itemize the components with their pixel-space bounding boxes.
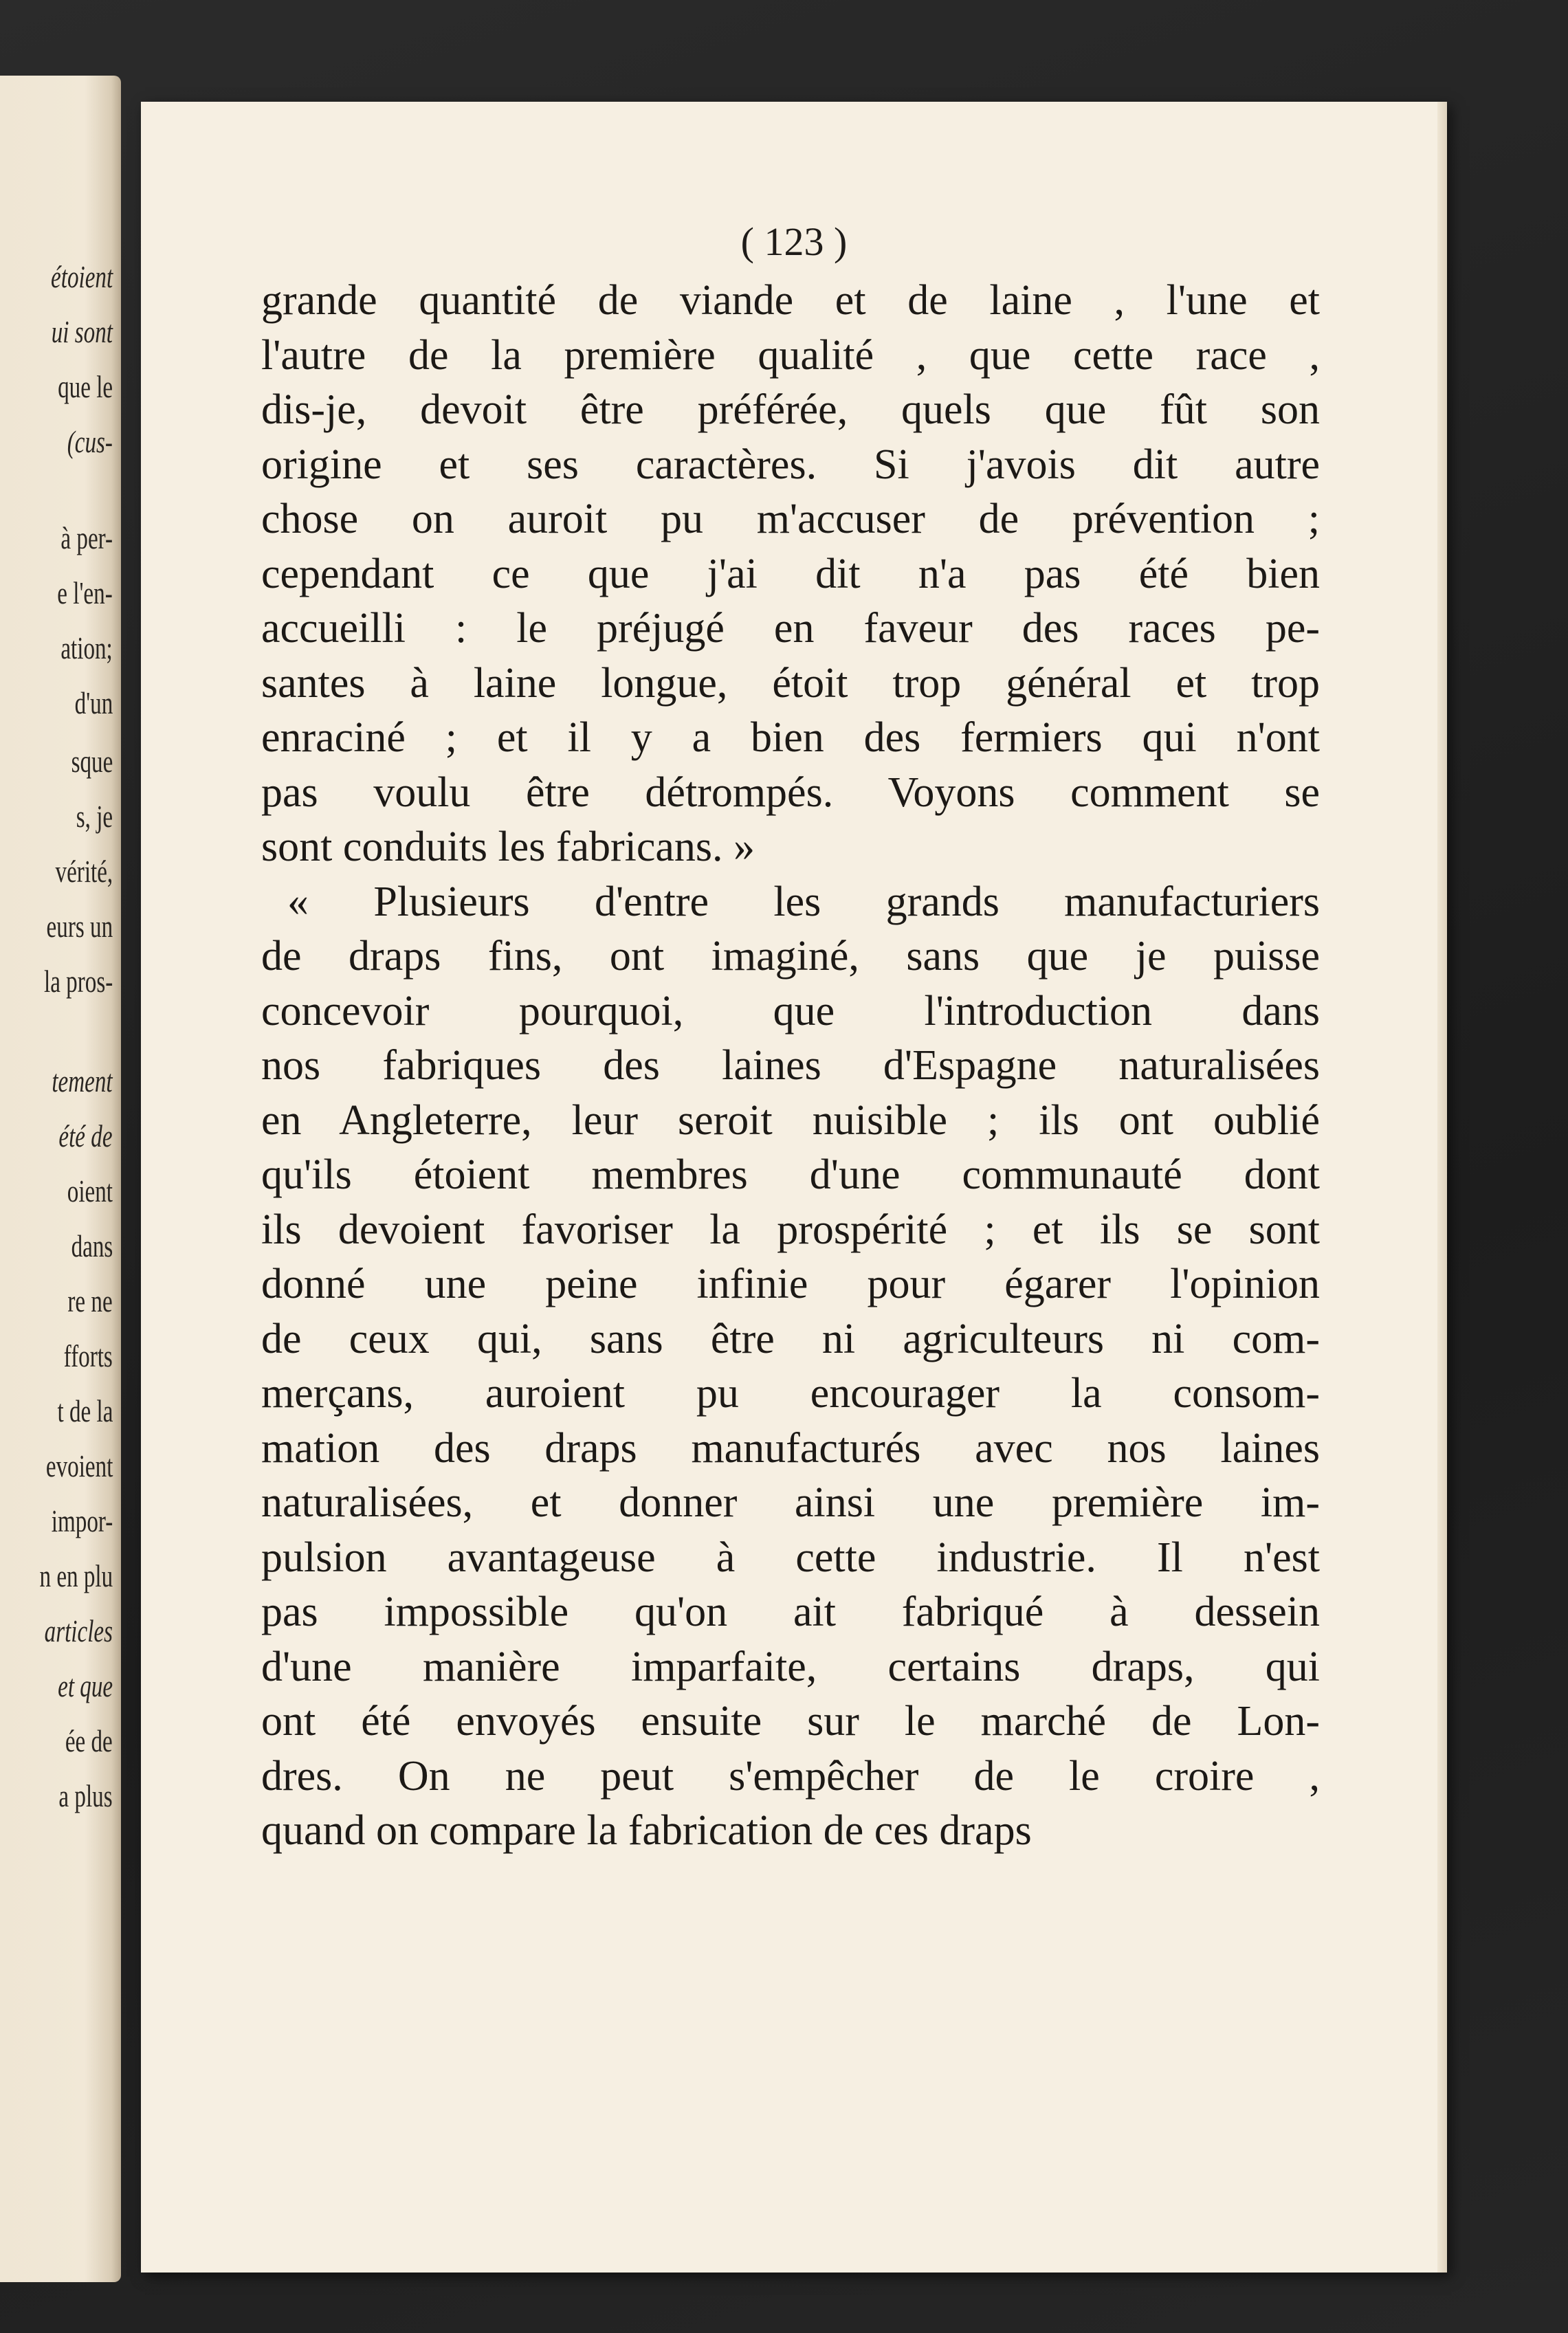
text-line: pas impossible qu'on ait fabriqué à dessein [261,1589,1320,1635]
text-line: santes à laine longue, étoit trop général et trop [261,659,1320,707]
previous-page-fragment: d'un [74,685,113,720]
previous-page-fragment: ui sont [51,314,113,349]
text-line: ont été envoyés ensuite sur le marché de Lon- [261,1698,1320,1745]
text-line: de ceux qui, sans être ni agriculteurs ni com- [261,1315,1320,1362]
previous-page-fragment: (cus- [67,424,113,459]
previous-page-fragment: s, je [76,799,113,834]
text-line: quand on compare la fabrication de ces draps [261,1807,1032,1854]
previous-page-fragment: étoient [50,259,113,294]
previous-page-fragment: impor- [51,1503,113,1538]
text-line: dis-je, devoit être préférée, quels que fût son [261,386,1320,433]
previous-page-fragment: ation; [60,630,113,665]
previous-page-fragment: sque [71,744,113,779]
text-line: mation des draps manufacturés avec nos laines [261,1424,1320,1472]
previous-page-fragment: evoient [45,1448,113,1483]
text-line: ils devoient favoriser la prospérité ; et ils se sont [261,1206,1320,1253]
previous-page-edge [0,76,121,2282]
previous-page-fragment: e l'en- [57,575,113,610]
page-number: ( 123 ) [740,219,848,264]
body-text [261,274,1320,1859]
text-line: sont conduits les fabricans. » [261,823,755,870]
text-line: naturalisées, et donner ainsi une première im- [261,1479,1320,1526]
text-line: pas voulu être détrompés. Voyons comment se [261,769,1320,816]
previous-page-fragment: n en plu [39,1558,113,1593]
text-line: grande quantité de viande et de laine , l'une et [261,277,1320,324]
previous-page-fragment: et que [57,1668,113,1703]
text-line: d'une manière imparfaite, certains draps, qui [261,1643,1320,1690]
previous-page-fragment: été de [58,1118,113,1153]
previous-page-fragment: articles [44,1613,113,1648]
previous-page-fragment: tement [52,1063,113,1098]
text-line: chose on auroit pu m'accuser de prévention ; [261,496,1320,542]
text-line: nos fabriques des laines d'Espagne naturalisées [261,1042,1320,1089]
previous-page-fragment: vérité, [55,854,113,889]
text-line: en Angleterre, leur seroit nuisible ; ils ont oublié [261,1096,1320,1144]
text-line: donné une peine infinie pour égarer l'opinion [261,1261,1320,1307]
previous-page-fragment: la pros- [43,964,113,999]
text-line: merçans, auroient pu encourager la consom- [261,1370,1320,1417]
text-line: « Plusieurs d'entre les grands manufacturiers [287,878,1320,925]
previous-page-fragment: eurs un [46,909,113,944]
text-line: accueilli : le préjugé en faveur des races pe- [261,605,1320,652]
previous-page-fragment: t de la [57,1393,113,1428]
previous-page-fragment: ée de [65,1723,113,1758]
text-line: enraciné ; et il y a bien des fermiers qui n'ont [261,714,1320,761]
previous-page-fragment: re ne [67,1283,113,1318]
text-line: cependant ce que j'ai dit n'a pas été bien [261,550,1320,597]
text-line: origine et ses caractères. Si j'avois dit autre [261,441,1320,488]
text-line: concevoir pourquoi, que l'introduction dans [261,987,1320,1035]
text-line: dres. On ne peut s'empêcher de le croire , [261,1752,1320,1800]
previous-page-fragment: fforts [63,1338,113,1373]
text-line: de draps fins, ont imaginé, sans que je puisse [261,933,1320,980]
page-edge [1437,102,1447,2273]
text-line: l'autre de la première qualité , que cette race , [261,331,1320,379]
previous-page-fragment: que le [57,369,113,404]
previous-page-fragment: oient [67,1173,113,1208]
book-page [141,102,1447,2273]
text-line: pulsion avantageuse à cette industrie. Il n'est [261,1534,1320,1581]
text-line: qu'ils étoient membres d'une communauté dont [261,1151,1320,1198]
previous-page-fragment: a plus [58,1778,113,1813]
previous-page-fragment: à per- [60,520,113,555]
previous-page-fragment: dans [71,1228,113,1263]
